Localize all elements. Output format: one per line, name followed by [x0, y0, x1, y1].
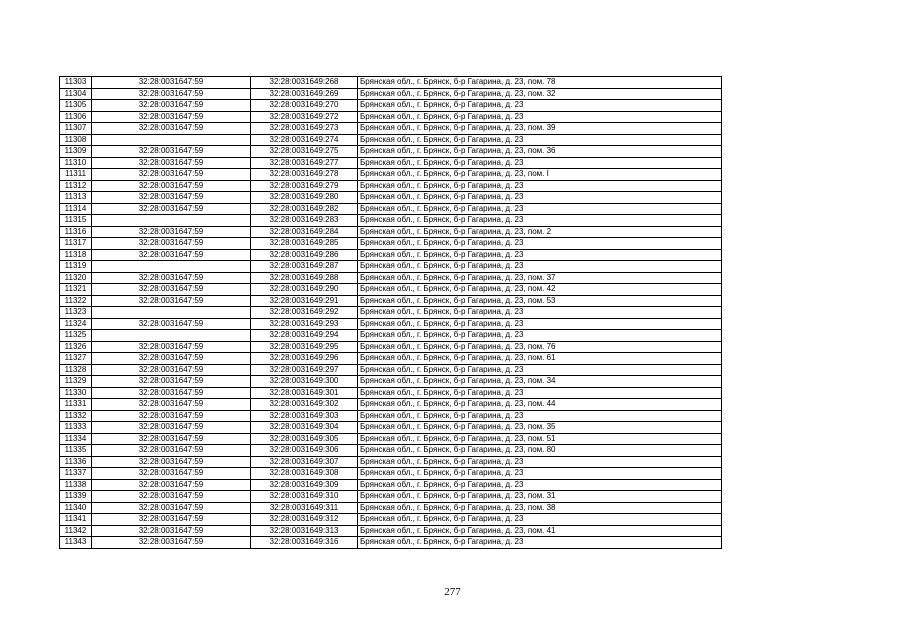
address-cell: Брянская обл., г. Брянск, б-р Гагарина, д. 23, пом. 44	[358, 399, 722, 411]
cadastral-number-cell: 32:28:0031649:297	[251, 364, 358, 376]
row-number-cell: 11336	[60, 456, 92, 468]
address-cell: Брянская обл., г. Брянск, б-р Гагарина, д. 23, пом. 31	[358, 491, 722, 503]
row-number-cell: 11327	[60, 353, 92, 365]
table-row	[60, 502, 722, 514]
parent-cadastral-cell	[92, 330, 251, 342]
table-row	[60, 445, 722, 457]
row-number-cell: 11304	[60, 88, 92, 100]
address-cell: Брянская обл., г. Брянск, б-р Гагарина, д. 23	[358, 100, 722, 112]
cadastral-number-cell: 32:28:0031649:305	[251, 433, 358, 445]
address-cell: Брянская обл., г. Брянск, б-р Гагарина, д. 23, пом. 2	[358, 226, 722, 238]
address-cell: Брянская обл., г. Брянск, б-р Гагарина, д. 23, пом. 61	[358, 353, 722, 365]
table-row	[60, 215, 722, 227]
row-number-cell: 11314	[60, 203, 92, 215]
row-number-cell: 11317	[60, 238, 92, 250]
cadastral-number-cell: 32:28:0031649:309	[251, 479, 358, 491]
cadastral-number-cell: 32:28:0031649:270	[251, 100, 358, 112]
table-row	[60, 123, 722, 135]
address-cell: Брянская обл., г. Брянск, б-р Гагарина, д. 23	[358, 387, 722, 399]
address-cell: Брянская обл., г. Брянск, б-р Гагарина, д. 23	[358, 111, 722, 123]
row-number-cell: 11318	[60, 249, 92, 261]
parent-cadastral-cell: 32:28:0031647:59	[92, 157, 251, 169]
parent-cadastral-cell: 32:28:0031647:59	[92, 364, 251, 376]
address-cell: Брянская обл., г. Брянск, б-р Гагарина, д. 23	[358, 410, 722, 422]
parent-cadastral-cell: 32:28:0031647:59	[92, 88, 251, 100]
row-number-cell: 11305	[60, 100, 92, 112]
parent-cadastral-cell: 32:28:0031647:59	[92, 123, 251, 135]
row-number-cell: 11309	[60, 146, 92, 158]
parent-cadastral-cell: 32:28:0031647:59	[92, 456, 251, 468]
row-number-cell: 11343	[60, 537, 92, 549]
cadastral-number-cell: 32:28:0031649:313	[251, 525, 358, 537]
address-cell: Брянская обл., г. Брянск, б-р Гагарина, д. 23	[358, 318, 722, 330]
parent-cadastral-cell: 32:28:0031647:59	[92, 111, 251, 123]
parent-cadastral-cell: 32:28:0031647:59	[92, 353, 251, 365]
row-number-cell: 11325	[60, 330, 92, 342]
row-number-cell: 11313	[60, 192, 92, 204]
table-row	[60, 537, 722, 549]
row-number-cell: 11323	[60, 307, 92, 319]
table-row	[60, 353, 722, 365]
address-cell: Брянская обл., г. Брянск, б-р Гагарина, д. 23	[358, 192, 722, 204]
cadastral-number-cell: 32:28:0031649:282	[251, 203, 358, 215]
address-cell: Брянская обл., г. Брянск, б-р Гагарина, д. 23, пом. 32	[358, 88, 722, 100]
cadastral-number-cell: 32:28:0031649:269	[251, 88, 358, 100]
table-row	[60, 284, 722, 296]
address-cell: Брянская обл., г. Брянск, б-р Гагарина, д. 23	[358, 514, 722, 526]
address-cell: Брянская обл., г. Брянск, б-р Гагарина, д. 23	[358, 364, 722, 376]
parent-cadastral-cell: 32:28:0031647:59	[92, 295, 251, 307]
parent-cadastral-cell: 32:28:0031647:59	[92, 399, 251, 411]
parent-cadastral-cell: 32:28:0031647:59	[92, 376, 251, 388]
table-row	[60, 307, 722, 319]
parent-cadastral-cell: 32:28:0031647:59	[92, 77, 251, 89]
address-cell: Брянская обл., г. Брянск, б-р Гагарина, д. 23	[358, 307, 722, 319]
address-cell: Брянская обл., г. Брянск, б-р Гагарина, д. 23, пом. I	[358, 169, 722, 181]
parent-cadastral-cell: 32:28:0031647:59	[92, 272, 251, 284]
cadastral-number-cell: 32:28:0031649:311	[251, 502, 358, 514]
cadastral-number-cell: 32:28:0031649:280	[251, 192, 358, 204]
parent-cadastral-cell	[92, 261, 251, 273]
table-row	[60, 192, 722, 204]
row-number-cell: 11308	[60, 134, 92, 146]
address-cell: Брянская обл., г. Брянск, б-р Гагарина, д. 23	[358, 157, 722, 169]
cadastral-number-cell: 32:28:0031649:288	[251, 272, 358, 284]
table-row	[60, 261, 722, 273]
table-row	[60, 249, 722, 261]
parent-cadastral-cell: 32:28:0031647:59	[92, 284, 251, 296]
table-row	[60, 387, 722, 399]
row-number-cell: 11316	[60, 226, 92, 238]
cadastral-number-cell: 32:28:0031649:302	[251, 399, 358, 411]
row-number-cell: 11333	[60, 422, 92, 434]
cadastral-number-cell: 32:28:0031649:275	[251, 146, 358, 158]
cadastral-number-cell: 32:28:0031649:286	[251, 249, 358, 261]
parent-cadastral-cell	[92, 134, 251, 146]
records-table	[59, 76, 722, 549]
parent-cadastral-cell	[92, 307, 251, 319]
cadastral-number-cell: 32:28:0031649:279	[251, 180, 358, 192]
parent-cadastral-cell: 32:28:0031647:59	[92, 479, 251, 491]
parent-cadastral-cell: 32:28:0031647:59	[92, 422, 251, 434]
parent-cadastral-cell: 32:28:0031647:59	[92, 169, 251, 181]
parent-cadastral-cell: 32:28:0031647:59	[92, 341, 251, 353]
cadastral-number-cell: 32:28:0031649:293	[251, 318, 358, 330]
address-cell: Брянская обл., г. Брянск, б-р Гагарина, д. 23, пом. 36	[358, 146, 722, 158]
parent-cadastral-cell: 32:28:0031647:59	[92, 318, 251, 330]
cadastral-number-cell: 32:28:0031649:308	[251, 468, 358, 480]
cadastral-number-cell: 32:28:0031649:272	[251, 111, 358, 123]
cadastral-number-cell: 32:28:0031649:310	[251, 491, 358, 503]
parent-cadastral-cell: 32:28:0031647:59	[92, 387, 251, 399]
table-row	[60, 491, 722, 503]
address-cell: Брянская обл., г. Брянск, б-р Гагарина, д. 23	[358, 479, 722, 491]
parent-cadastral-cell: 32:28:0031647:59	[92, 100, 251, 112]
parent-cadastral-cell: 32:28:0031647:59	[92, 249, 251, 261]
address-cell: Брянская обл., г. Брянск, б-р Гагарина, д. 23	[358, 134, 722, 146]
row-number-cell: 11320	[60, 272, 92, 284]
parent-cadastral-cell: 32:28:0031647:59	[92, 537, 251, 549]
row-number-cell: 11319	[60, 261, 92, 273]
address-cell: Брянская обл., г. Брянск, б-р Гагарина, д. 23	[358, 456, 722, 468]
cadastral-number-cell: 32:28:0031649:274	[251, 134, 358, 146]
cadastral-number-cell: 32:28:0031649:303	[251, 410, 358, 422]
table-row	[60, 100, 722, 112]
row-number-cell: 11322	[60, 295, 92, 307]
records-table-body	[60, 77, 722, 549]
address-cell: Брянская обл., г. Брянск, б-р Гагарина, д. 23	[358, 330, 722, 342]
parent-cadastral-cell: 32:28:0031647:59	[92, 502, 251, 514]
address-cell: Брянская обл., г. Брянск, б-р Гагарина, д. 23, пом. 42	[358, 284, 722, 296]
parent-cadastral-cell: 32:28:0031647:59	[92, 180, 251, 192]
row-number-cell: 11338	[60, 479, 92, 491]
cadastral-number-cell: 32:28:0031649:273	[251, 123, 358, 135]
row-number-cell: 11312	[60, 180, 92, 192]
parent-cadastral-cell: 32:28:0031647:59	[92, 445, 251, 457]
cadastral-number-cell: 32:28:0031649:312	[251, 514, 358, 526]
cadastral-number-cell: 32:28:0031649:284	[251, 226, 358, 238]
cadastral-number-cell: 32:28:0031649:307	[251, 456, 358, 468]
table-row	[60, 77, 722, 89]
table-row	[60, 88, 722, 100]
row-number-cell: 11334	[60, 433, 92, 445]
table-row	[60, 341, 722, 353]
address-cell: Брянская обл., г. Брянск, б-р Гагарина, д. 23, пом. 39	[358, 123, 722, 135]
cadastral-number-cell: 32:28:0031649:316	[251, 537, 358, 549]
table-row	[60, 318, 722, 330]
table-row	[60, 410, 722, 422]
cadastral-number-cell: 32:28:0031649:301	[251, 387, 358, 399]
row-number-cell: 11324	[60, 318, 92, 330]
row-number-cell: 11331	[60, 399, 92, 411]
table-row	[60, 514, 722, 526]
row-number-cell: 11342	[60, 525, 92, 537]
parent-cadastral-cell: 32:28:0031647:59	[92, 192, 251, 204]
table-row	[60, 422, 722, 434]
parent-cadastral-cell	[92, 215, 251, 227]
table-row	[60, 226, 722, 238]
table-row	[60, 169, 722, 181]
cadastral-number-cell: 32:28:0031649:278	[251, 169, 358, 181]
address-cell: Брянская обл., г. Брянск, б-р Гагарина, д. 23	[358, 468, 722, 480]
cadastral-number-cell: 32:28:0031649:300	[251, 376, 358, 388]
cadastral-number-cell: 32:28:0031649:304	[251, 422, 358, 434]
parent-cadastral-cell: 32:28:0031647:59	[92, 238, 251, 250]
cadastral-number-cell: 32:28:0031649:277	[251, 157, 358, 169]
address-cell: Брянская обл., г. Брянск, б-р Гагарина, д. 23	[358, 180, 722, 192]
address-cell: Брянская обл., г. Брянск, б-р Гагарина, д. 23, пом. 35	[358, 422, 722, 434]
table-row	[60, 146, 722, 158]
address-cell: Брянская обл., г. Брянск, б-р Гагарина, д. 23, пом. 78	[358, 77, 722, 89]
row-number-cell: 11311	[60, 169, 92, 181]
row-number-cell: 11339	[60, 491, 92, 503]
cadastral-number-cell: 32:28:0031649:306	[251, 445, 358, 457]
table-row	[60, 399, 722, 411]
parent-cadastral-cell: 32:28:0031647:59	[92, 146, 251, 158]
cadastral-number-cell: 32:28:0031649:294	[251, 330, 358, 342]
parent-cadastral-cell: 32:28:0031647:59	[92, 203, 251, 215]
row-number-cell: 11328	[60, 364, 92, 376]
table-row	[60, 468, 722, 480]
row-number-cell: 11303	[60, 77, 92, 89]
table-row	[60, 157, 722, 169]
table-row	[60, 376, 722, 388]
cadastral-number-cell: 32:28:0031649:292	[251, 307, 358, 319]
table-row	[60, 180, 722, 192]
cadastral-number-cell: 32:28:0031649:268	[251, 77, 358, 89]
address-cell: Брянская обл., г. Брянск, б-р Гагарина, д. 23, пом. 53	[358, 295, 722, 307]
table-row	[60, 330, 722, 342]
cadastral-number-cell: 32:28:0031649:296	[251, 353, 358, 365]
address-cell: Брянская обл., г. Брянск, б-р Гагарина, д. 23, пом. 37	[358, 272, 722, 284]
cadastral-number-cell: 32:28:0031649:295	[251, 341, 358, 353]
parent-cadastral-cell: 32:28:0031647:59	[92, 514, 251, 526]
page-number: 277	[444, 586, 461, 598]
cadastral-number-cell: 32:28:0031649:290	[251, 284, 358, 296]
table-row	[60, 111, 722, 123]
parent-cadastral-cell: 32:28:0031647:59	[92, 525, 251, 537]
address-cell: Брянская обл., г. Брянск, б-р Гагарина, д. 23, пом. 76	[358, 341, 722, 353]
row-number-cell: 11329	[60, 376, 92, 388]
parent-cadastral-cell: 32:28:0031647:59	[92, 468, 251, 480]
table-row	[60, 295, 722, 307]
address-cell: Брянская обл., г. Брянск, б-р Гагарина, д. 23, пом. 41	[358, 525, 722, 537]
row-number-cell: 11330	[60, 387, 92, 399]
row-number-cell: 11310	[60, 157, 92, 169]
table-row	[60, 479, 722, 491]
parent-cadastral-cell: 32:28:0031647:59	[92, 410, 251, 422]
row-number-cell: 11326	[60, 341, 92, 353]
row-number-cell: 11307	[60, 123, 92, 135]
table-row	[60, 238, 722, 250]
row-number-cell: 11332	[60, 410, 92, 422]
row-number-cell: 11315	[60, 215, 92, 227]
row-number-cell: 11306	[60, 111, 92, 123]
address-cell: Брянская обл., г. Брянск, б-р Гагарина, д. 23, пом. 38	[358, 502, 722, 514]
row-number-cell: 11321	[60, 284, 92, 296]
cadastral-number-cell: 32:28:0031649:283	[251, 215, 358, 227]
cadastral-number-cell: 32:28:0031649:291	[251, 295, 358, 307]
table-row	[60, 203, 722, 215]
table-row	[60, 134, 722, 146]
parent-cadastral-cell: 32:28:0031647:59	[92, 491, 251, 503]
address-cell: Брянская обл., г. Брянск, б-р Гагарина, д. 23, пом. 51	[358, 433, 722, 445]
address-cell: Брянская обл., г. Брянск, б-р Гагарина, д. 23	[358, 537, 722, 549]
table-row	[60, 433, 722, 445]
address-cell: Брянская обл., г. Брянск, б-р Гагарина, д. 23	[358, 238, 722, 250]
table-row	[60, 456, 722, 468]
address-cell: Брянская обл., г. Брянск, б-р Гагарина, д. 23, пом. 80	[358, 445, 722, 457]
cadastral-number-cell: 32:28:0031649:287	[251, 261, 358, 273]
cadastral-number-cell: 32:28:0031649:285	[251, 238, 358, 250]
parent-cadastral-cell: 32:28:0031647:59	[92, 433, 251, 445]
address-cell: Брянская обл., г. Брянск, б-р Гагарина, д. 23	[358, 203, 722, 215]
address-cell: Брянская обл., г. Брянск, б-р Гагарина, д. 23	[358, 249, 722, 261]
table-row	[60, 272, 722, 284]
address-cell: Брянская обл., г. Брянск, б-р Гагарина, д. 23	[358, 215, 722, 227]
row-number-cell: 11341	[60, 514, 92, 526]
row-number-cell: 11335	[60, 445, 92, 457]
row-number-cell: 11340	[60, 502, 92, 514]
table-row	[60, 525, 722, 537]
table-row	[60, 364, 722, 376]
parent-cadastral-cell: 32:28:0031647:59	[92, 226, 251, 238]
address-cell: Брянская обл., г. Брянск, б-р Гагарина, д. 23	[358, 261, 722, 273]
row-number-cell: 11337	[60, 468, 92, 480]
address-cell: Брянская обл., г. Брянск, б-р Гагарина, д. 23, пом. 34	[358, 376, 722, 388]
